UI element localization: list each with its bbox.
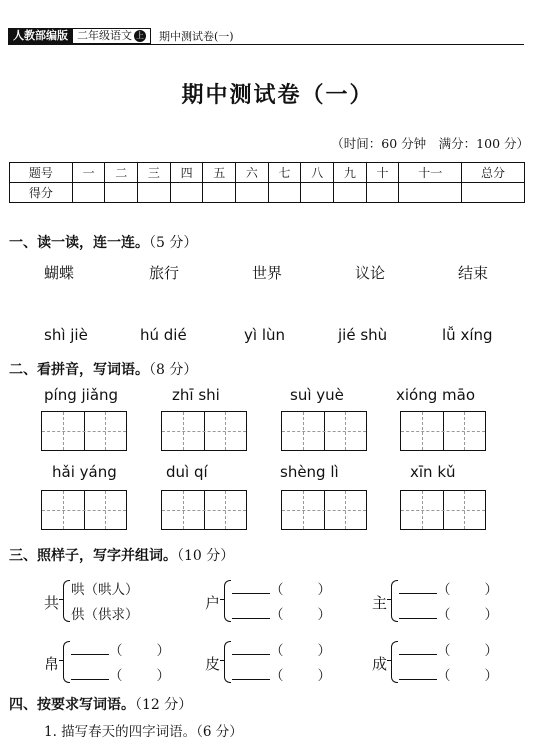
writing-grid[interactable] — [41, 490, 127, 530]
answer-line[interactable]: （ ） — [399, 639, 498, 659]
score-cell[interactable] — [236, 183, 269, 203]
score-cell[interactable] — [203, 183, 236, 203]
cell: 总分 — [462, 163, 525, 183]
cell: 得分 — [10, 183, 73, 203]
cell: 二 — [105, 163, 138, 183]
score-table — [9, 162, 525, 203]
pinyin-prompt: shèng lì — [280, 463, 339, 481]
answer-line[interactable]: （ ） — [399, 578, 498, 598]
match-pinyin[interactable]: yì lùn — [244, 326, 285, 344]
pinyin-prompt: suì yuè — [290, 386, 344, 404]
score-cell[interactable] — [366, 183, 399, 203]
score-cell[interactable] — [138, 183, 171, 203]
score-cell[interactable] — [268, 183, 301, 203]
match-word[interactable]: 世界 — [252, 264, 283, 282]
match-pinyin[interactable]: jié shù — [338, 326, 388, 344]
section-heading-text: 一、读一读，连一连。 — [9, 235, 149, 251]
answer-line[interactable]: （ ） — [232, 578, 331, 598]
brace — [391, 580, 398, 622]
section-1-heading — [9, 232, 197, 252]
pinyin-prompt: xióng māo — [396, 386, 475, 404]
score-cell[interactable] — [301, 183, 334, 203]
score-cell[interactable] — [72, 183, 105, 203]
header-doc-title: 期中测试卷(一) — [159, 30, 234, 43]
score-cell[interactable] — [334, 183, 367, 203]
pinyin-prompt: hǎi yáng — [52, 463, 117, 481]
match-word[interactable]: 议论 — [355, 264, 386, 282]
match-pinyin[interactable]: lǚ xíng — [442, 326, 493, 344]
match-word[interactable]: 结束 — [458, 264, 489, 282]
answer-line[interactable]: （ ） — [71, 639, 170, 659]
cell: 五 — [203, 163, 236, 183]
writing-grid[interactable] — [400, 490, 486, 530]
answer-line[interactable]: （ ） — [232, 603, 331, 623]
base-char: 帛 — [44, 655, 60, 673]
exam-meta: （时间：60 分钟 满分：100 分） — [331, 136, 529, 151]
page-title: 期中测试卷（一） — [181, 83, 374, 108]
section-points: （8 分） — [149, 362, 198, 378]
score-cell[interactable] — [105, 183, 138, 203]
section-4-heading — [9, 694, 192, 714]
writing-grid[interactable] — [281, 411, 367, 451]
grade-label — [73, 28, 151, 44]
term-mark-icon: 上 — [136, 31, 144, 40]
brace — [63, 580, 70, 622]
section-points: （5 分） — [149, 235, 198, 251]
writing-grid[interactable] — [161, 490, 247, 530]
pinyin-prompt: zhī shi — [172, 386, 220, 404]
cell: 八 — [301, 163, 334, 183]
score-cell[interactable] — [170, 183, 203, 203]
section-4-subquestion: 1. 描写春天的四字词语。（6 分） — [44, 724, 243, 740]
cell: 一 — [72, 163, 105, 183]
brace — [63, 641, 70, 683]
cell: 题号 — [10, 163, 73, 183]
answer-line[interactable]: （ ） — [232, 639, 331, 659]
match-word[interactable]: 蝴蝶 — [44, 264, 75, 282]
cell: 四 — [170, 163, 203, 183]
base-char: 户 — [205, 594, 221, 612]
pinyin-prompt: duì qí — [166, 463, 208, 481]
brace — [391, 641, 398, 683]
score-cell[interactable] — [462, 183, 525, 203]
section-heading-text: 四、按要求写词语。 — [9, 697, 135, 713]
pinyin-prompt: píng jiǎng — [44, 386, 119, 404]
score-cell[interactable] — [399, 183, 462, 203]
example-base-char: 共 — [44, 594, 60, 612]
base-char: 成 — [372, 655, 388, 673]
publisher-badge: 人教部编版 — [8, 28, 73, 44]
base-char: 皮 — [205, 655, 221, 673]
cell: 十一 — [399, 163, 462, 183]
cell: 九 — [334, 163, 367, 183]
example-top: 哄（哄人） — [71, 582, 139, 598]
cell: 十 — [366, 163, 399, 183]
match-word[interactable]: 旅行 — [149, 264, 180, 282]
brace — [224, 580, 231, 622]
answer-line[interactable]: （ ） — [232, 664, 331, 684]
section-3-heading — [9, 545, 234, 565]
score-row — [10, 183, 525, 203]
section-2-heading — [9, 359, 197, 379]
match-pinyin[interactable]: shì jiè — [44, 326, 88, 344]
answer-line[interactable]: （ ） — [399, 603, 498, 623]
pinyin-prompt: xīn kǔ — [410, 463, 456, 481]
running-header — [8, 28, 234, 44]
writing-grid[interactable] — [281, 490, 367, 530]
answer-line[interactable]: （ ） — [399, 664, 498, 684]
writing-grid[interactable] — [161, 411, 247, 451]
question-number-row — [10, 163, 525, 183]
writing-grid[interactable] — [41, 411, 127, 451]
section-heading-text: 二、看拼音，写词语。 — [9, 362, 149, 378]
cell: 六 — [236, 163, 269, 183]
brace — [224, 641, 231, 683]
example-bottom: 供（供求） — [71, 607, 139, 623]
match-pinyin[interactable]: hú dié — [140, 326, 187, 344]
answer-line[interactable]: （ ） — [71, 664, 170, 684]
section-heading-text: 三、照样子，写字并组词。 — [9, 548, 177, 564]
cell: 七 — [268, 163, 301, 183]
section-points: （12 分） — [135, 697, 193, 713]
grade-text: 二年级语文 — [77, 29, 132, 42]
cell: 三 — [138, 163, 171, 183]
section-points: （10 分） — [177, 548, 235, 564]
writing-grid[interactable] — [400, 411, 486, 451]
base-char: 主 — [372, 594, 388, 612]
header-rule — [8, 44, 524, 45]
